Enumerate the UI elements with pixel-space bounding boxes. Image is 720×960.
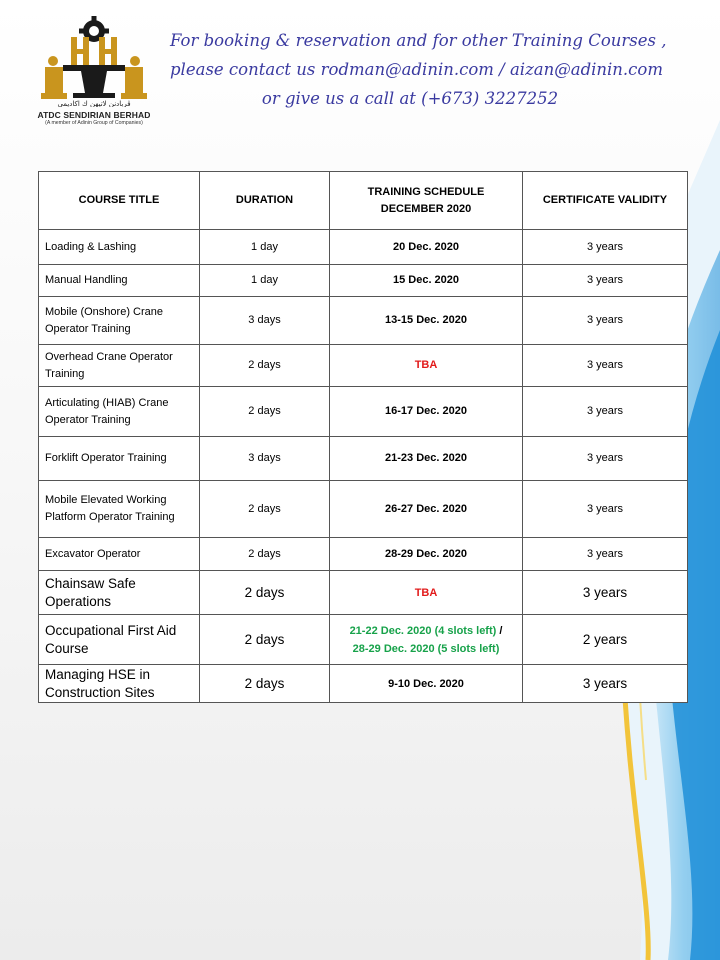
table-row: [39, 437, 688, 481]
company-logo: [32, 15, 156, 143]
course-title-cell: Occupational First Aid Course: [39, 615, 200, 665]
table-row: [39, 345, 688, 387]
schedule-cell: 26-27 Dec. 2020: [330, 481, 523, 538]
table-row: [39, 538, 688, 571]
table-row: [39, 230, 688, 265]
validity-cell: 3 years: [523, 437, 688, 481]
schedule-cell: 16-17 Dec. 2020: [330, 387, 523, 437]
duration-cell: 3 days: [200, 297, 330, 345]
table-row: [39, 387, 688, 437]
course-title-cell: Articulating (HIAB) Crane Operator Training: [39, 387, 200, 437]
table-header-row: [39, 172, 688, 230]
duration-cell: 3 days: [200, 437, 330, 481]
table-row: [39, 571, 688, 615]
contact-line-3: or give us a call at (+673) 3227252: [261, 89, 559, 108]
header-training-schedule: [330, 172, 523, 230]
schedule-cell: 15 Dec. 2020: [330, 265, 523, 297]
course-title-cell: Managing HSE in Construction Sites: [39, 665, 200, 703]
company-subtitle: (A member of Adinin Group of Companies): [45, 120, 143, 126]
course-title-cell: Forklift Operator Training: [39, 437, 200, 481]
table-row: [39, 615, 688, 665]
header-certificate-validity: CERTIFICATE VALIDITY: [523, 172, 688, 230]
schedule-cell: 13-15 Dec. 2020: [330, 297, 523, 345]
schedule-cell: 20 Dec. 2020: [330, 230, 523, 265]
course-title-cell: Overhead Crane Operator Training: [39, 345, 200, 387]
course-title-cell: Mobile (Onshore) Crane Operator Training: [39, 297, 200, 345]
duration-cell: 2 days: [200, 615, 330, 665]
schedule-option-1: 21-22 Dec. 2020 (4 slots left): [349, 624, 497, 637]
duration-cell: 1 day: [200, 230, 330, 265]
header-schedule-line-1: TRAINING SCHEDULE: [367, 185, 485, 198]
schedule-option-2: 28-29 Dec. 2020 (5 slots left): [352, 642, 500, 655]
course-title-cell: Excavator Operator: [39, 538, 200, 571]
course-title-cell: Loading & Lashing: [39, 230, 200, 265]
duration-cell: 2 days: [200, 571, 330, 615]
validity-cell: 3 years: [523, 538, 688, 571]
schedule-cell-multi: [330, 615, 523, 665]
company-name: ATDC SENDIRIAN BERHAD: [37, 110, 151, 120]
duration-cell: 2 days: [200, 387, 330, 437]
table-row: [39, 297, 688, 345]
duration-cell: 2 days: [200, 538, 330, 571]
schedule-cell-tba: TBA: [330, 345, 523, 387]
header-course-title: COURSE TITLE: [39, 172, 200, 230]
course-title-cell: Manual Handling: [39, 265, 200, 297]
schedule-separator: /: [496, 624, 503, 637]
validity-cell: 3 years: [523, 571, 688, 615]
duration-cell: 2 days: [200, 345, 330, 387]
validity-cell: 3 years: [523, 665, 688, 703]
schedule-cell-tba: TBA: [330, 571, 523, 615]
validity-cell: 3 years: [523, 387, 688, 437]
duration-cell: 1 day: [200, 265, 330, 297]
duration-cell: 2 days: [200, 665, 330, 703]
header-duration: DURATION: [200, 172, 330, 230]
table-row: [39, 265, 688, 297]
validity-cell: 3 years: [523, 297, 688, 345]
schedule-cell: 9-10 Dec. 2020: [330, 665, 523, 703]
course-schedule-table: [38, 171, 688, 703]
duration-cell: 2 days: [200, 481, 330, 538]
validity-cell: 3 years: [523, 481, 688, 538]
validity-cell: 2 years: [523, 615, 688, 665]
contact-line-1: For booking & reservation and for other Training Courses ,: [170, 31, 667, 50]
contact-line-2: please contact us rodman@adinin.com / aizan@adinin.com: [170, 60, 664, 79]
table-row: [39, 665, 688, 703]
validity-cell: 3 years: [523, 230, 688, 265]
logo-emblem-icon: [33, 15, 155, 107]
course-title-cell: Mobile Elevated Working Platform Operator Training: [39, 481, 200, 538]
contact-info: [170, 26, 667, 113]
validity-cell: 3 years: [523, 345, 688, 387]
logo-arabic-text: ڤربادنن لاتيهن ك اكاديمي: [57, 100, 131, 107]
course-title-cell: Chainsaw Safe Operations: [39, 571, 200, 615]
schedule-cell: 21-23 Dec. 2020: [330, 437, 523, 481]
table-row: [39, 481, 688, 538]
schedule-cell: 28-29 Dec. 2020: [330, 538, 523, 571]
validity-cell: 3 years: [523, 265, 688, 297]
header-schedule-line-2: DECEMBER 2020: [380, 202, 472, 215]
